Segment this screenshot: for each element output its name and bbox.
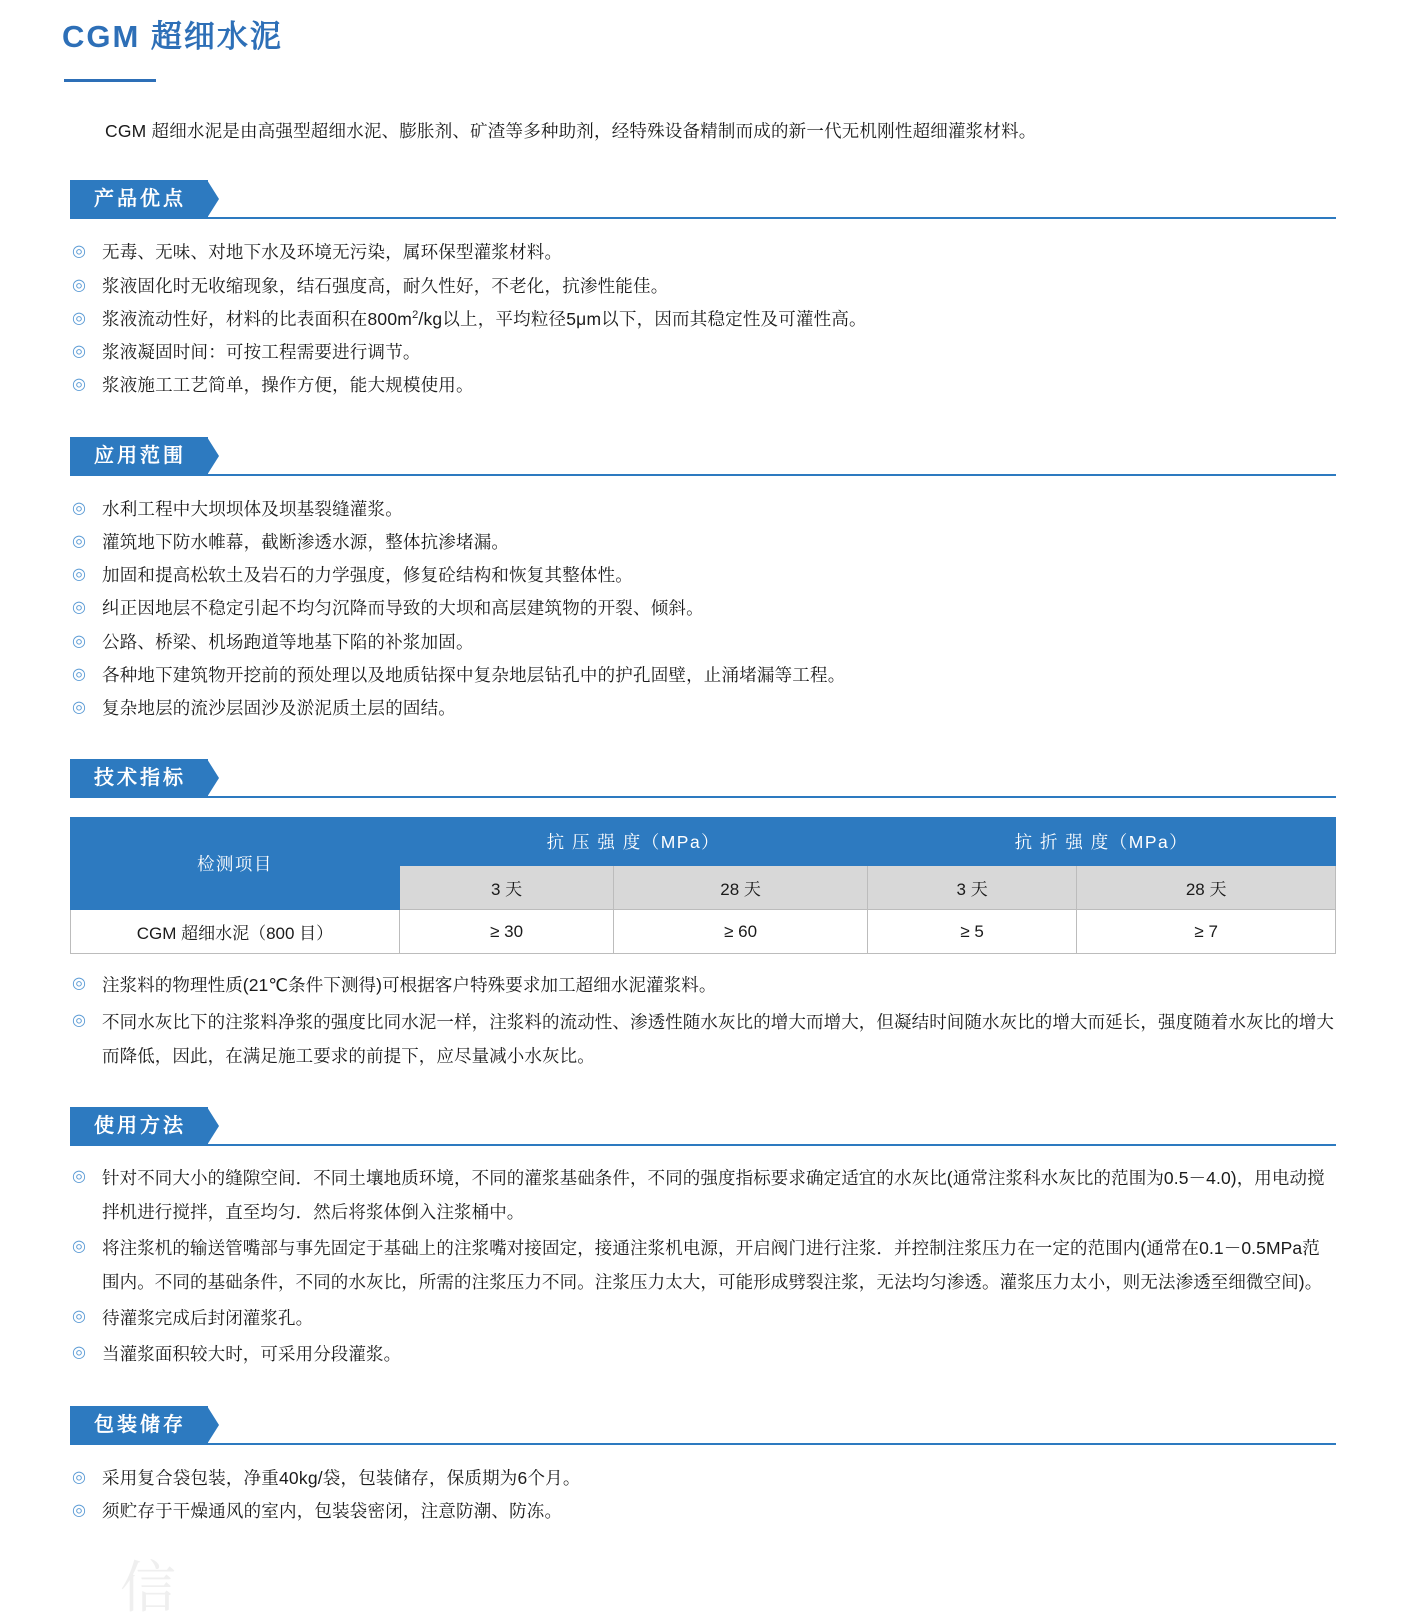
section-header-packaging	[70, 1406, 1336, 1446]
page-title: CGM 超细水泥	[62, 19, 283, 54]
list-item: ◎ 浆液施工工艺简单，操作方便，能大规模使用。	[70, 369, 1336, 402]
section-title-usage: 使用方法	[70, 1107, 208, 1146]
th-flexural: 抗 折 强 度（MPa）	[867, 818, 1335, 866]
list-item-surface-area	[70, 303, 1336, 336]
section-rule	[70, 796, 1336, 798]
list-item: ◎ 复杂地层的流沙层固沙及淤泥质土层的固结。	[70, 692, 1336, 725]
th-comp-28d: 28 天	[614, 866, 868, 910]
section-advantages	[0, 180, 1406, 402]
cell-comp-28d: ≥ 60	[614, 910, 868, 954]
text-pre: 浆液流动性好，材料的比表面积在800m	[102, 308, 413, 329]
th-comp-3d: 3 天	[399, 866, 613, 910]
cell-flex-3d: ≥ 5	[867, 910, 1076, 954]
cell-item: CGM 超细水泥（800 目）	[71, 910, 400, 954]
section-packaging	[0, 1406, 1406, 1529]
list-item: ◎ 须贮存于干燥通风的室内，包装袋密闭，注意防潮、防冻。	[70, 1495, 1336, 1528]
usage-paragraph: ◎ 当灌浆面积较大时，可采用分段灌浆。	[70, 1337, 1336, 1371]
section-header-usage	[70, 1107, 1336, 1147]
table-row	[71, 910, 1336, 954]
section-title-packaging: 包装储存	[70, 1406, 208, 1445]
text-post: /kg以上，平均粒径5μm以下，因而其稳定性及可灌性高。	[418, 308, 867, 329]
list-item: ◎ 纠正因地层不稳定引起不均匀沉降而导致的大坝和高层建筑物的开裂、倾斜。	[70, 592, 1336, 625]
application-list	[70, 493, 1336, 726]
list-item: ◎ 各种地下建筑物开挖前的预处理以及地质钻探中复杂地层钻孔中的护孔固壁，止涌堵漏等工程。	[70, 659, 1336, 692]
section-technical	[0, 759, 1406, 1072]
section-title-application: 应用范围	[70, 437, 208, 476]
list-item: ◎ 无毒、无味、对地下水及环境无污染，属环保型灌浆材料。	[70, 236, 1336, 269]
list-item: ◎ 水利工程中大坝坝体及坝基裂缝灌浆。	[70, 493, 1336, 526]
th-flex-3d: 3 天	[867, 866, 1076, 910]
section-rule	[70, 217, 1336, 219]
section-rule	[70, 1443, 1336, 1445]
section-header-advantages	[70, 180, 1336, 220]
section-usage	[0, 1107, 1406, 1372]
list-item: ◎ 浆液凝固时间：可按工程需要进行调节。	[70, 336, 1336, 369]
technical-notes	[70, 968, 1336, 1072]
section-header-application	[70, 437, 1336, 477]
section-title-advantages: 产品优点	[70, 180, 208, 219]
title-underline	[64, 79, 156, 82]
note-paragraph: ◎ 注浆料的物理性质(21℃条件下测得)可根据客户特殊要求加工超细水泥灌浆料。	[70, 968, 1336, 1002]
section-rule	[70, 474, 1336, 476]
cell-comp-3d: ≥ 30	[399, 910, 613, 954]
note-paragraph: ◎ 不同水灰比下的注浆料净浆的强度比同水泥一样，注浆料的流动性、渗透性随水灰比的增大而增大，但凝结时间随水灰比的增大而延长，强度随着水灰比的增大而降低，因此，在满足施工要求的前提下，应尽量减小水灰比。	[70, 1005, 1336, 1073]
usage-paragraph: ◎ 将注浆机的输送管嘴部与事先固定于基础上的注浆嘴对接固定，接通注浆机电源，开启阀门进行注浆．并控制注浆压力在一定的范围内(通常在0.1－0.5MPa范围内。不同的基础条件，不同的水灰比，所需的注浆压力不同。注浆压力太大，可能形成劈裂注浆，无法均匀渗透。灌浆压力太小，则无法渗透至细微空间)。	[70, 1231, 1336, 1299]
usage-paragraph: ◎ 待灌浆完成后封闭灌浆孔。	[70, 1301, 1336, 1335]
cell-flex-28d: ≥ 7	[1077, 910, 1336, 954]
advantages-list	[70, 236, 1336, 402]
list-item: ◎ 公路、桥梁、机场跑道等地基下陷的补浆加固。	[70, 626, 1336, 659]
list-item: ◎ 灌筑地下防水帷幕，截断渗透水源，整体抗渗堵漏。	[70, 526, 1336, 559]
section-rule	[70, 1144, 1336, 1146]
list-item: ◎ 采用复合袋包装，净重40kg/袋，包装储存，保质期为6个月。	[70, 1462, 1336, 1495]
technical-table	[70, 817, 1336, 954]
table-header-row	[71, 818, 1336, 866]
usage-paragraph: ◎ 针对不同大小的缝隙空间．不同土壤地质环境，不同的灌浆基础条件，不同的强度指标要求确定适宜的水灰比(通常注浆科水灰比的范围为0.5－4.0)，用电动搅拌机进行搅拌，直至均匀．然后将浆体倒入注浆桶中。	[70, 1161, 1336, 1229]
packaging-list	[70, 1462, 1336, 1529]
section-application	[0, 437, 1406, 726]
th-compressive: 抗 压 强 度（MPa）	[399, 818, 867, 866]
intro-paragraph: CGM 超细水泥是由高强型超细水泥、膨胀剂、矿渣等多种助剂，经特殊设备精制而成的新一代无机刚性超细灌浆材料。	[105, 120, 1037, 141]
th-flex-28d: 28 天	[1077, 866, 1336, 910]
list-item: ◎ 加固和提高松软土及岩石的力学强度，修复砼结构和恢复其整体性。	[70, 559, 1336, 592]
section-header-technical	[70, 759, 1336, 799]
th-item: 检测项目	[71, 818, 400, 910]
section-title-technical: 技术指标	[70, 759, 208, 798]
list-item: ◎ 浆液固化时无收缩现象，结石强度高，耐久性好，不老化，抗渗性能佳。	[70, 270, 1336, 303]
document-page	[0, 18, 1406, 1621]
superscript: 2	[412, 309, 419, 322]
usage-list	[70, 1161, 1336, 1372]
watermark-text: 信	[120, 1556, 176, 1621]
